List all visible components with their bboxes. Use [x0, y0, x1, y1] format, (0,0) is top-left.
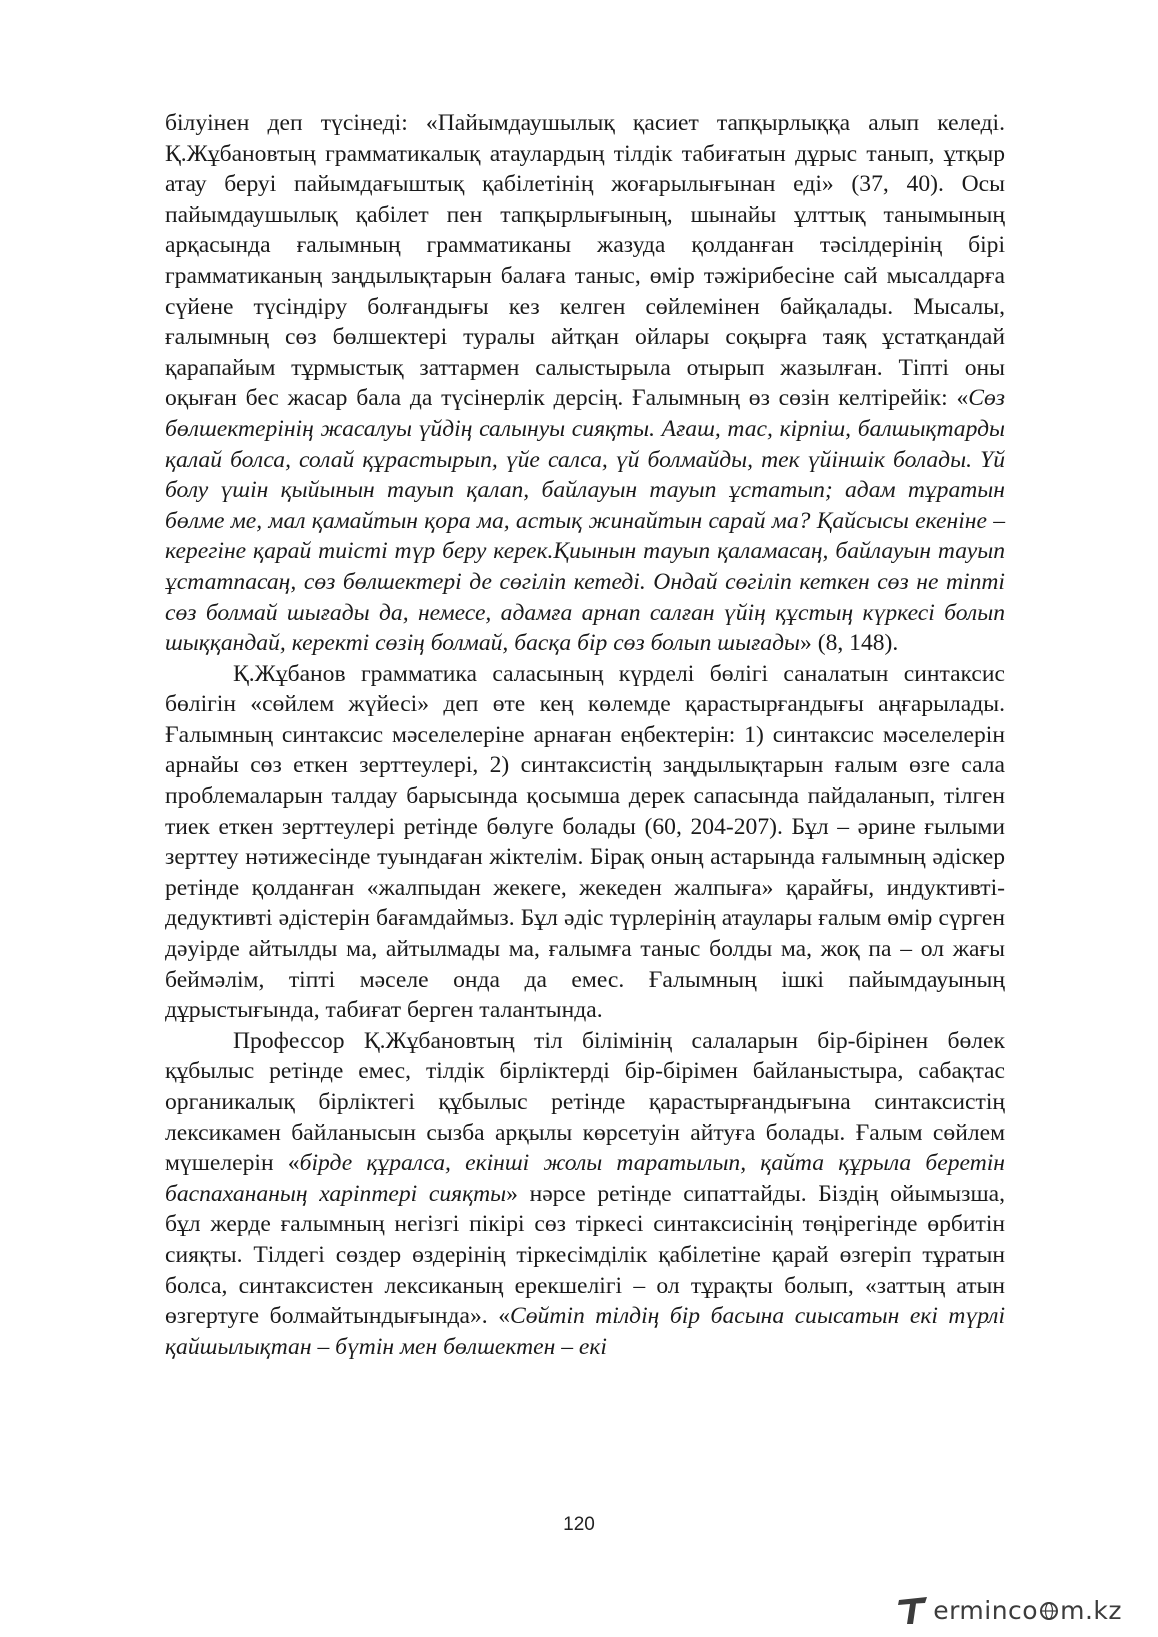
text-run: білуінен деп түсінеді: «Пайымдаушылық қасиет тапқырлыққа алып келеді. Қ.Жұбановтың грамматикалық атаулардың тілдік табиғатын дұрыс танып, ұтқыр атау беруі пайымдағыштық қабілетінің жоғарылығынан еді» (37, 40). Осы пайымдаушылық қабілет пен тапқырлығының, шынайы ұлттық танымының арқасында ғалымның грамматиканы жазуда қолданған тәсілдерінің бірі грамматиканың заңдылықтарын балаға таныс, өмір тәжірибесіне сай мысалдарға сүйене түсіндіру болғандығы кез келген сөйлемінен байқалады. Мысалы, ғалымның сөз бөлшектері туралы айтқан ойлары соқырға таяқ ұстатқандай қарапайым тұрмыстық заттармен салыстырыла отырып жазылған. Тіпті оны оқыған бес жасар бала да түсінерлік дерсің. Ғалымның өз сөзін келтірейік: « — [165, 110, 1005, 412]
watermark-text: ermincо m.kz — [933, 1595, 1122, 1625]
text-run: » (8, 148). — [800, 630, 899, 657]
paragraph-2 — [165, 659, 1005, 1026]
watermark — [897, 1590, 1122, 1630]
paragraph-3 — [165, 1026, 1005, 1363]
quote-italic: Сөйтіп тілдің бір басына сиысатын екі түрлі қайшылықтан – бүтін мен бөлшектен – екі — [165, 1303, 1005, 1360]
text-run: Профессор Қ.Жұбановтың тіл білімінің салаларын бір-бірінен бөлек құбылыс ретінде емес, тілдік бірліктерді бір-бірімен байланыстыра, сабақтас органикалық бірліктегі құбылыс ретінде қарастырғандығына синтаксистің лексикамен байланысын сызба арқылы көрсетуін айтуға болады. Ғалым сөйлем мүшелерін « — [165, 1027, 1005, 1177]
terminco-logo-icon — [897, 1594, 931, 1626]
page-body — [165, 108, 1005, 1362]
quote-italic: Сөз бөлшектерінің жасалуы үйдің салынуы сияқты. Ағаш, тас, кірпіш, балшықтарды қалай болса, солай құрастырып, үйе салса, үй болмайды, тек үйіншік болады. Үй болу үшін қыйынын тауып қалап, байлауын тауып ұстатып; адам тұратын бөлме ме, мал қамайтын қора ма, астық жинайтын сарай ма? Қайсысы екеніне – керегіне қарай тиісті түр беру керек.Қиынын тауып қаламасаң, байлауын тауып ұстатпасаң, сөз бөлшектері де сөгіліп кетеді. Ондай сөгіліп кеткен сөз не тіпті сөз болмай шығады да, немесе, адамға арнап салған үйің құстың күркесі болып шыққандай, керекті сөзің болмай, басқа бір сөз болып шығады — [165, 385, 1005, 657]
page-number: 120 — [563, 1514, 595, 1535]
globe-icon — [1039, 1601, 1059, 1621]
text-run: Қ.Жұбанов грамматика саласының күрделі бөлігі саналатын синтаксис бөлігін «сөйлем жүйесі» деп өте кең көлемде қарастырғандығы аңғарылады. Ғалымның синтаксис мәселелеріне арнаған еңбектерін: 1) синтаксис мәселелерін арнайы сөз еткен зерттеулері, 2) синтаксистің заңдылықтарын ғалым өзге сала проблемаларын талдау барысында қосымша дерек сапасында пайдаланып, тілген тиек еткен зерттеулері ретінде бөлуге болады (60, 204-207). Бұл – әрине ғылыми зерттеу нәтижесінде туындаған жіктелім. Бірақ оның астарында ғалымның әдіскер ретінде қолданған «жалпыдан жекеге, жекеден жалпыға» қарайғы, индуктивті-дедуктивті әдістерін бағамдаймыз. Бұл әдіс түрлерінің атаулары ғалым өмір сүрген дәуірде айтылды ма, айтылмады ма, ғалымға таныс болды ма, жоқ па – ол жағы беймәлім, тіпті мәселе онда да емес. Ғалымның ішкі пайымдауының дұрыстығында, табиғат берген талантында. — [165, 660, 1005, 1024]
paragraph-1 — [165, 108, 1005, 659]
quote-italic: бірде құралса, екінші жолы таратылып, қайта құрыла беретін баспахананың харіптері сияқты — [165, 1150, 1005, 1207]
text-run: » нәрсе ретінде сипаттайды. Біздің ойымызша, бұл жерде ғалымның негізгі пікірі сөз тіркесі синтаксисінің төңірегінде өрбитін сияқты. Тілдегі сөздер өздерінің тіркесімділік қабілетіне қарай өзгеріп тұратын болса, синтаксистен лексиканың ерекшелігі – ол тұрақты болып, «заттың атын өзгертуге болмайтындығында». « — [165, 1180, 1005, 1330]
